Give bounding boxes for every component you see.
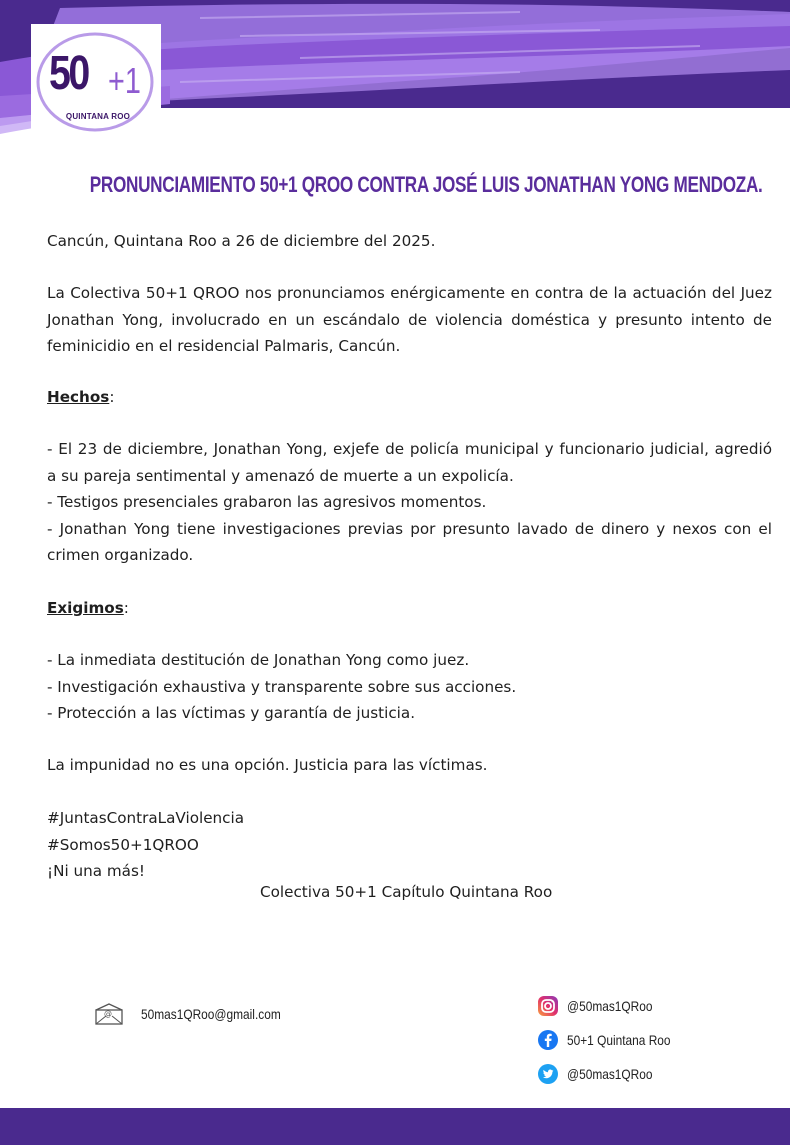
email-icon xyxy=(95,1003,123,1025)
email-address[interactable]: 50mas1QRoo@gmail.com xyxy=(141,1006,281,1022)
instagram-icon xyxy=(537,995,559,1017)
twitter-link[interactable] xyxy=(537,1057,689,1091)
signature: Colectiva 50+1 Capítulo Quintana Roo xyxy=(260,883,553,901)
closing-line: La impunidad no es una opción. Justicia para las víctimas. xyxy=(47,756,488,774)
facts-heading xyxy=(47,384,772,411)
hashtag: #JuntasContraLaViolencia xyxy=(47,809,245,827)
demands-heading xyxy=(47,595,772,622)
instagram-link[interactable] xyxy=(537,989,689,1023)
svg-text:@: @ xyxy=(104,1009,112,1018)
hashtags xyxy=(47,805,772,885)
list-item: - Investigación exhaustiva y transparente sobre sus acciones. xyxy=(47,677,517,696)
facebook-icon xyxy=(537,1029,559,1051)
demands-list xyxy=(47,647,772,727)
list-item: - Testigos presenciales grabaron las agresivos momentos. xyxy=(47,493,487,511)
list-item: - Jonathan Yong tiene investigaciones previas por presunto lavado de dinero y nexos con el crimen organizado. xyxy=(47,519,772,564)
list-item: - El 23 de diciembre, Jonathan Yong, exjefe de policía municipal y funcionario judicial, agredió a su pareja sentimental y amenazó de muerte a un expolicía. xyxy=(47,440,772,485)
twitter-icon xyxy=(537,1063,559,1085)
facts-heading-colon: : xyxy=(109,388,115,406)
facts-heading-label: Hechos xyxy=(47,388,110,406)
twitter-handle: @50mas1QRoo xyxy=(567,1066,653,1082)
intro-paragraph: La Colectiva 50+1 QROO nos pronunciamos enérgicamente en contra de la actuación del Juez Jonathan Yong, involucrado en un escándalo de violencia doméstica y presunto intento de feminicidio en el residencial Palmaris, Cancún. xyxy=(47,284,772,355)
hashtag: #Somos50+1QROO xyxy=(47,835,199,854)
instagram-handle: @50mas1QRoo xyxy=(567,998,653,1014)
footer-bar xyxy=(0,1108,790,1145)
slogan: ¡Ni una más! xyxy=(47,862,145,880)
logo-number: 50 xyxy=(49,47,88,100)
document-title: PRONUNCIAMIENTO 50+1 QROO CONTRA JOSÉ LUIS JONATHAN YONG MENDOZA. xyxy=(89,172,763,197)
demands-heading-colon: : xyxy=(123,599,129,617)
logo-plus: +1 xyxy=(108,60,141,101)
facts-list xyxy=(47,436,772,569)
list-item: - Protección a las víctimas y garantía de justicia. xyxy=(47,704,416,722)
facebook-link[interactable] xyxy=(537,1023,689,1057)
date-line: Cancún, Quintana Roo a 26 de diciembre del 2025. xyxy=(47,232,436,250)
facebook-page: 50+1 Quintana Roo xyxy=(567,1032,671,1048)
social-links xyxy=(537,989,689,1091)
demands-heading-label: Exigimos xyxy=(47,599,124,617)
list-item: - La inmediata destitución de Jonathan Yong como juez. xyxy=(47,651,470,669)
logo xyxy=(31,24,161,132)
email-contact xyxy=(95,1003,305,1025)
logo-subtitle: QUINTANA ROO xyxy=(65,112,131,121)
